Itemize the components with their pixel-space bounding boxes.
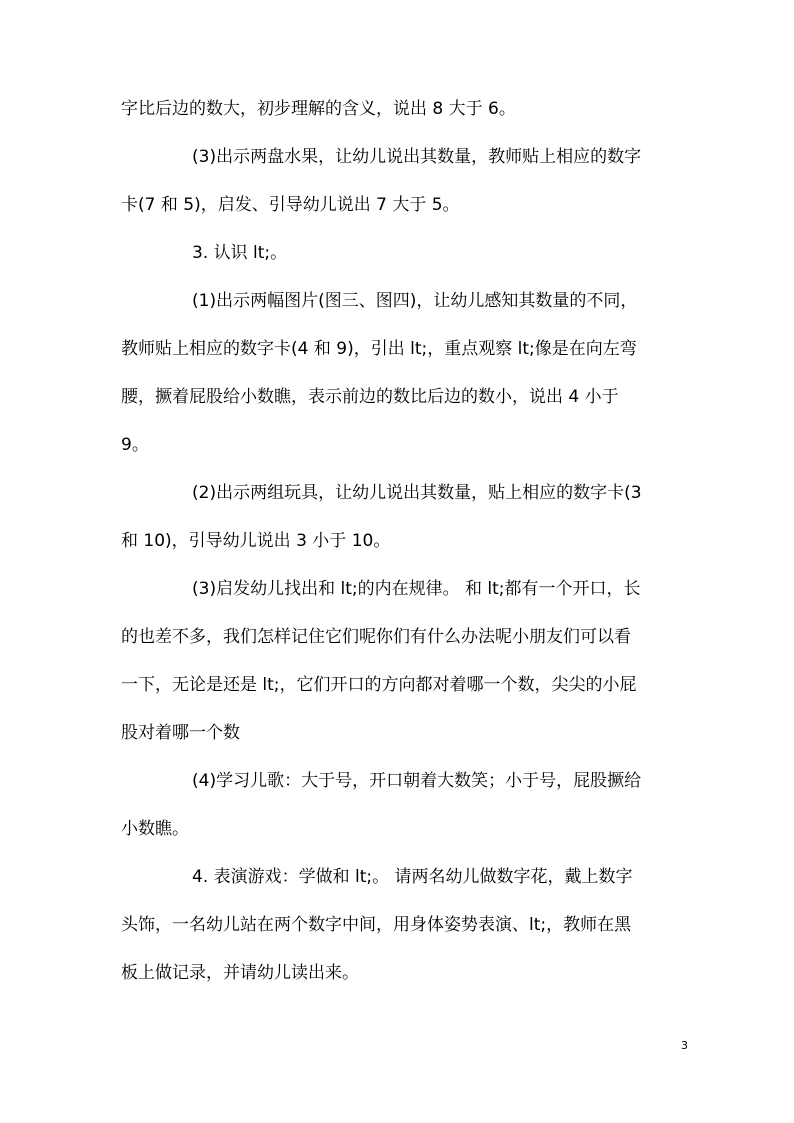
text-line: 股对着哪一个数	[121, 723, 240, 743]
text-line: 教师贴上相应的数字卡(4 和 9)，引出 lt;，重点观察 lt;像是在向左弯	[121, 339, 637, 359]
text-line: 9。	[121, 435, 149, 455]
text-line: 一下，无论是还是 lt;，它们开口的方向都对着哪一个数，尖尖的小屁	[121, 675, 637, 695]
text-line: 小数瞧。	[121, 819, 189, 839]
text-line: 字比后边的数大，初步理解的含义，说出 8 大于 6。	[121, 99, 516, 119]
paragraph-start-line: (3)启发幼儿找出和 lt;的内在规律。 和 lt;都有一个开口，长	[192, 579, 641, 599]
paragraph-start-line: (2)出示两组玩具，让幼儿说出其数量，贴上相应的数字卡(3	[192, 483, 642, 503]
paragraph-start-line: 4. 表演游戏：学做和 lt;。 请两名幼儿做数字花，戴上数字	[192, 867, 633, 887]
paragraph-start-line: (3)出示两盘水果，让幼儿说出其数量，教师贴上相应的数字	[192, 147, 642, 167]
text-line: 和 10)，引导幼儿说出 3 小于 10。	[121, 531, 391, 551]
paragraph-start-line: (4)学习儿歌：大于号，开口朝着大数笑；小于号，屁股撅给	[192, 771, 642, 791]
text-line: 头饰，一名幼儿站在两个数字中间，用身体姿势表演、lt;，教师在黑	[121, 915, 632, 935]
text-line: 板上做记录，并请幼儿读出来。	[121, 963, 359, 983]
text-line: 的也差不多，我们怎样记住它们呢你们有什么办法呢小朋友们可以看	[121, 627, 631, 647]
page-number: 3	[681, 1039, 688, 1052]
text-line: 腰，撅着屁股给小数瞧，表示前边的数比后边的数小，说出 4 小于	[121, 387, 619, 407]
section-heading: 3. 认识 lt;。	[192, 243, 288, 263]
text-line: 卡(7 和 5)，启发、引导幼儿说出 7 大于 5。	[121, 195, 460, 215]
paragraph-start-line: (1)出示两幅图片(图三、图四)，让幼儿感知其数量的不同，	[192, 291, 638, 311]
